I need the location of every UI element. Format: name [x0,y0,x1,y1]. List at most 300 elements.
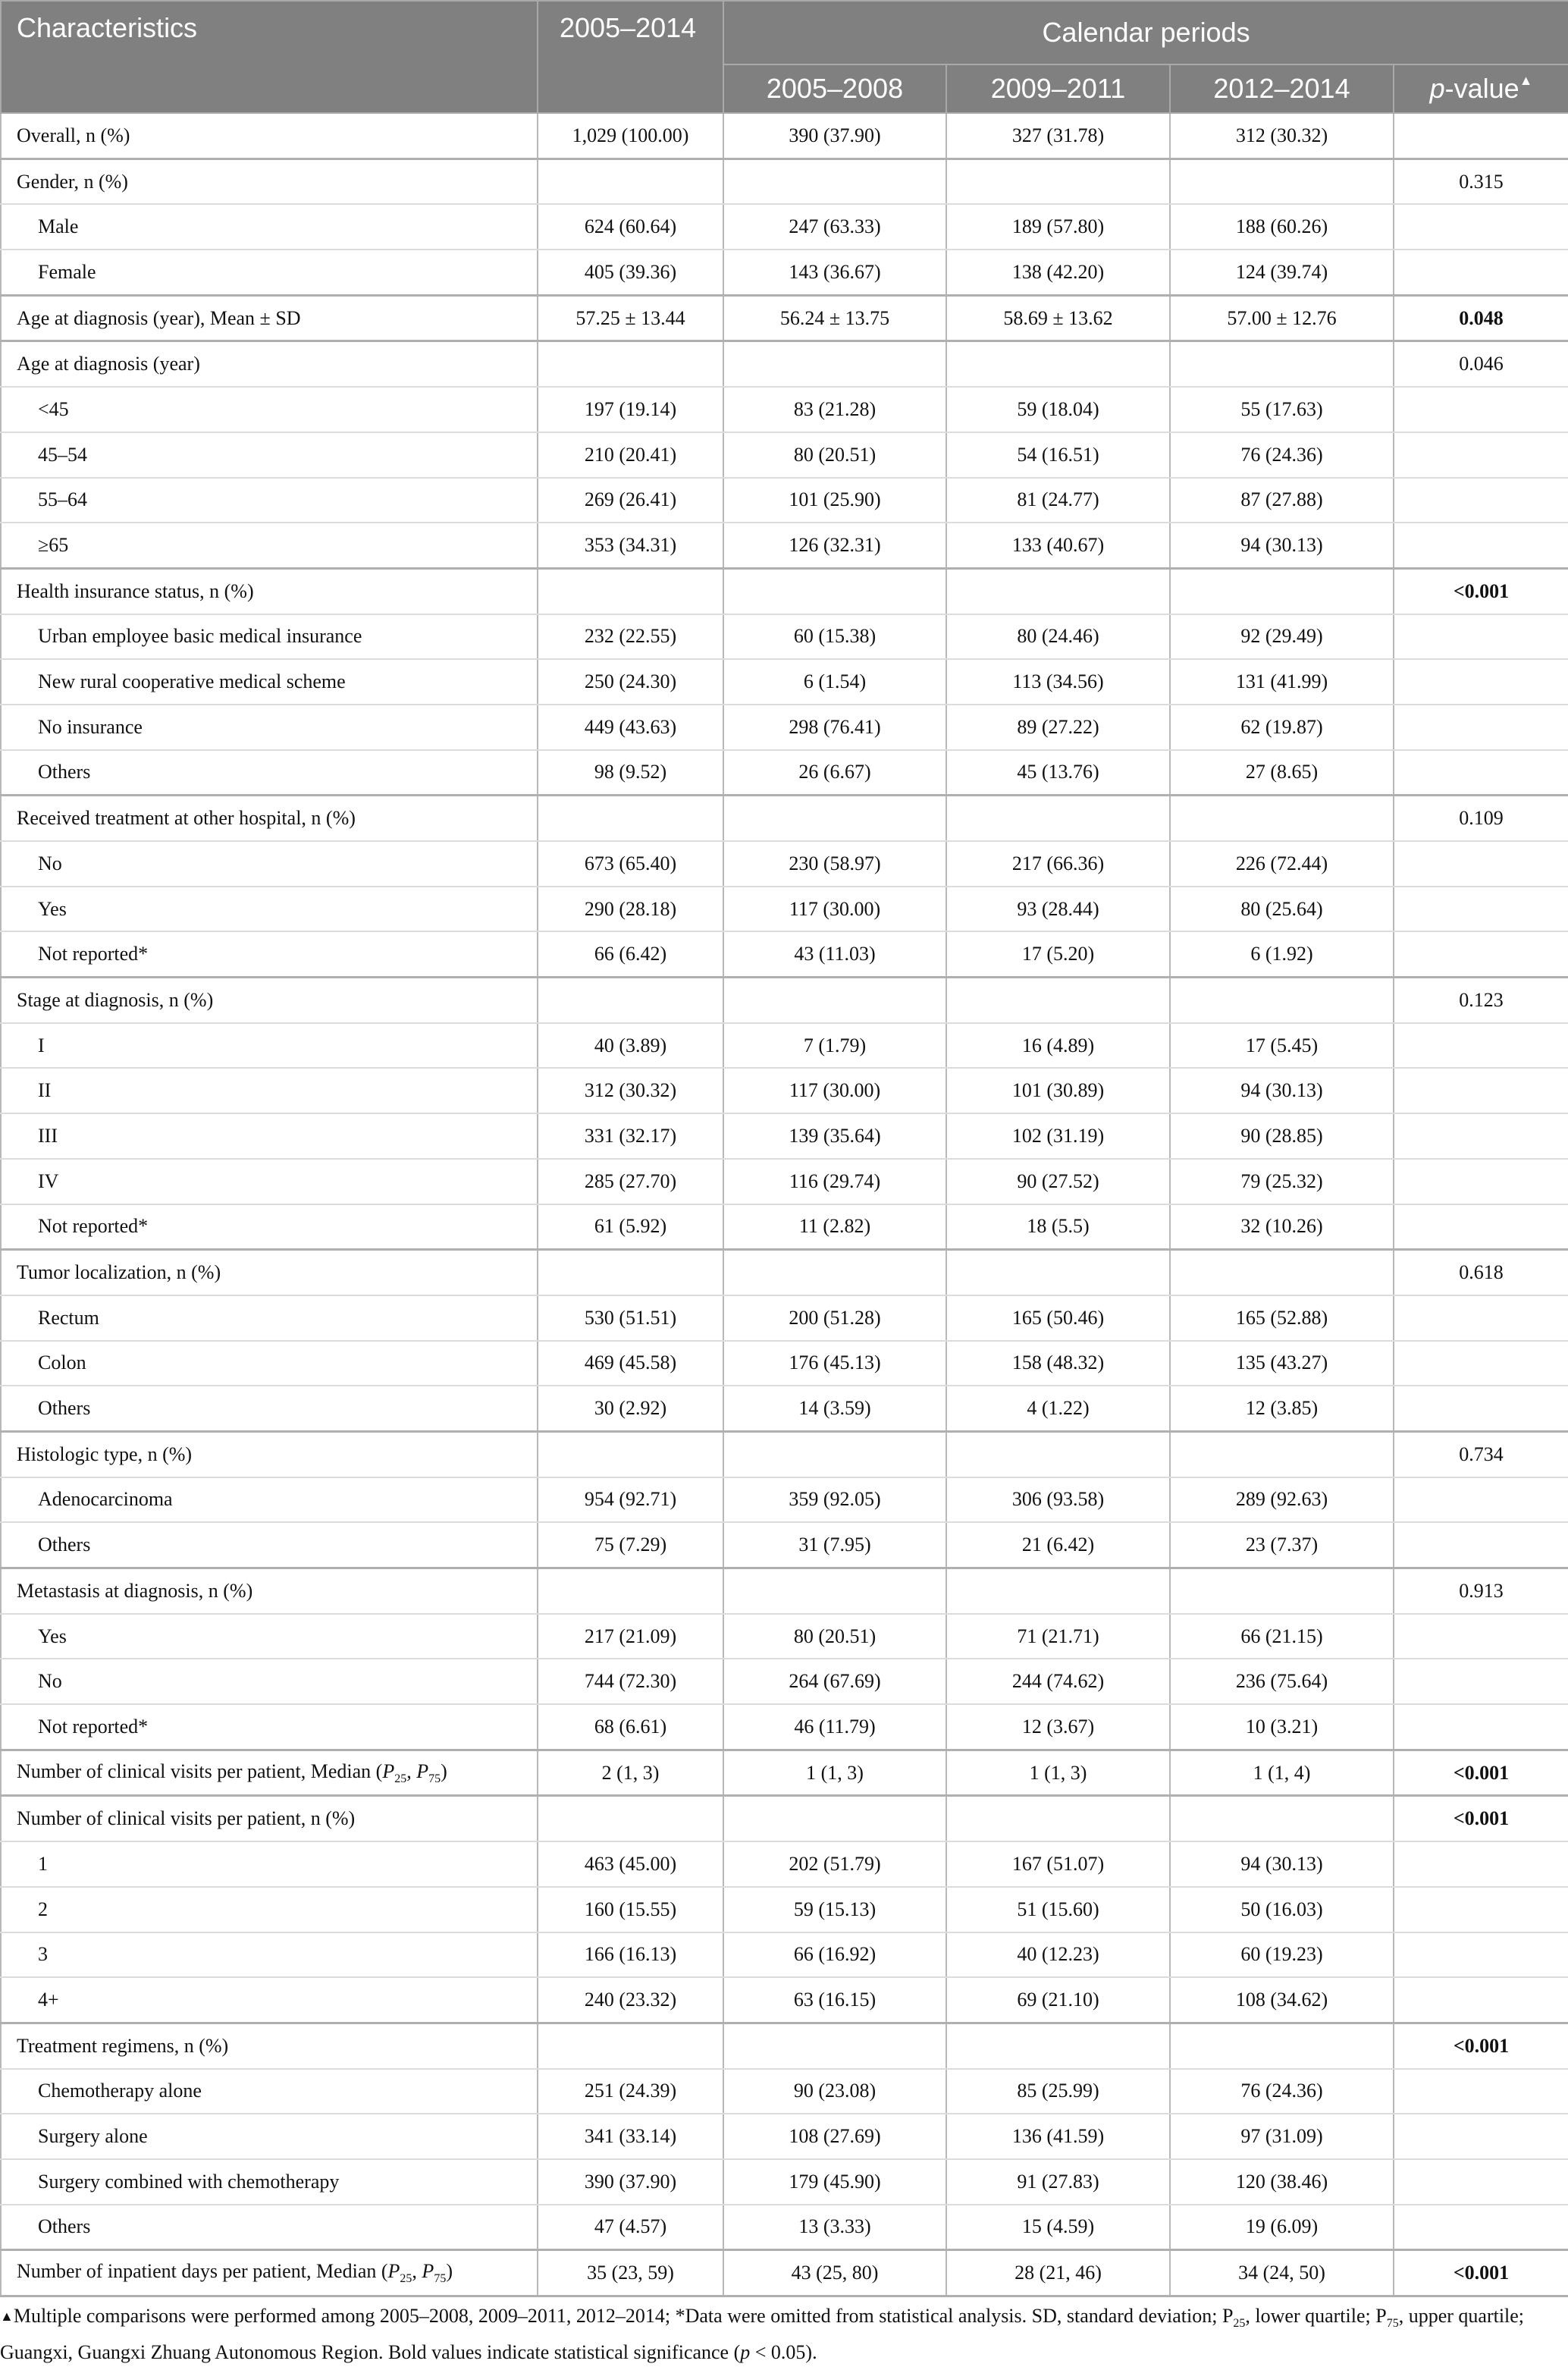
cell-period-2: 165 (50.46) [946,1295,1170,1341]
row-label-text: Tumor localization, n (%) [17,1261,221,1284]
cell-total: 341 (33.14) [538,2114,723,2159]
cell-period-2: 80 (24.46) [946,614,1170,660]
table-row [1,2023,1568,2068]
table-row [1,1023,1568,1069]
row-label-text: ≥65 [38,534,69,557]
cell-period-3 [1170,2023,1394,2068]
row-label [1,1750,538,1796]
table-row [1,1659,1568,1704]
cell-period-1: 59 (15.13) [723,1887,946,1932]
cell-total: 405 (39.36) [538,250,723,295]
cell-p-value [1394,2205,1568,2250]
cell-total: 290 (28.18) [538,887,723,932]
cell-period-1: 11 (2.82) [723,1204,946,1250]
row-label [1,2250,538,2296]
cell-period-2: 28 (21, 46) [946,2250,1170,2296]
row-label-text: 1 [38,1852,48,1875]
cell-total: 744 (72.30) [538,1659,723,1704]
cell-total: 210 (20.41) [538,432,723,478]
row-label [1,1568,538,1614]
cell-period-2: 306 (93.58) [946,1477,1170,1523]
cell-p-value [1394,204,1568,250]
footnote-text: , upper quartile; Guangxi, Guangxi Zhuang Autonomous Region. Bold values indicate statistical significance ( [0,2305,1525,2364]
cell-total: 61 (5.92) [538,1204,723,1250]
cell-total: 197 (19.14) [538,387,723,432]
row-label [1,841,538,887]
cell-period-3: 108 (34.62) [1170,1977,1394,2023]
cell-p-value: 0.109 [1394,796,1568,841]
cell-p-value [1394,705,1568,750]
row-label [1,1977,538,2023]
cell-period-2 [946,1431,1170,1477]
row-label [1,1477,538,1523]
cell-period-2: 101 (30.89) [946,1068,1170,1113]
table-row [1,1522,1568,1568]
cell-period-2 [946,1250,1170,1295]
row-label [1,523,538,568]
cell-period-1: 46 (11.79) [723,1704,946,1750]
cell-p-value [1394,1614,1568,1659]
cell-period-2 [946,1568,1170,1614]
cell-p-value: <0.001 [1394,2250,1568,2296]
table-row [1,2114,1568,2159]
cell-p-value: 0.123 [1394,978,1568,1023]
quartile-part: 75 [428,1772,441,1785]
row-label [1,568,538,614]
table-row [1,113,1568,159]
cell-period-3: 120 (38.46) [1170,2159,1394,2205]
cell-total: 353 (34.31) [538,523,723,568]
cell-period-1: 359 (92.05) [723,1477,946,1523]
row-label [1,2114,538,2159]
row-label-text: 55–64 [38,488,87,511]
row-label [1,2205,538,2250]
row-label-text: Health insurance status, n (%) [17,579,254,602]
cell-p-value [1394,1932,1568,1978]
cell-period-2: 51 (15.60) [946,1887,1170,1932]
table-row [1,1250,1568,1295]
row-label [1,931,538,977]
cell-period-1 [723,1431,946,1477]
cell-period-3: 87 (27.88) [1170,478,1394,523]
cell-period-1: 101 (25.90) [723,478,946,523]
cell-total: 217 (21.09) [538,1614,723,1659]
table-row [1,750,1568,796]
table-row [1,2159,1568,2205]
header-total-period: 2005–2014 [538,1,723,113]
cell-total: 312 (30.32) [538,1068,723,1113]
cell-period-1 [723,1796,946,1841]
row-label [1,432,538,478]
cell-period-2 [946,341,1170,387]
row-label-text: Treatment regimens, n (%) [17,2034,229,2057]
cell-period-1: 1 (1, 3) [723,1750,946,1796]
cell-total: 954 (92.71) [538,1477,723,1523]
cell-period-3: 90 (28.85) [1170,1113,1394,1159]
table-row [1,887,1568,932]
table-row [1,659,1568,705]
header-characteristics: Characteristics [1,1,538,113]
row-label-text: Yes [38,897,67,920]
cell-total: 240 (23.32) [538,1977,723,2023]
cell-total: 47 (4.57) [538,2205,723,2250]
cell-total: 469 (45.58) [538,1341,723,1386]
row-label [1,705,538,750]
cell-period-3: 66 (21.15) [1170,1614,1394,1659]
footnote-sub: 75 [1386,2317,1399,2331]
table-row [1,1068,1568,1113]
cell-p-value: 0.618 [1394,1250,1568,1295]
cell-total [538,1796,723,1841]
cell-total [538,1568,723,1614]
cell-total: 251 (24.39) [538,2069,723,2114]
table-row [1,1159,1568,1204]
cell-p-value: <0.001 [1394,568,1568,614]
row-label [1,1614,538,1659]
cell-period-2: 59 (18.04) [946,387,1170,432]
cell-total: 66 (6.42) [538,931,723,977]
row-label [1,1704,538,1750]
table-row [1,1568,1568,1614]
row-label [1,796,538,841]
cell-total [538,2023,723,2068]
cell-period-3: 131 (41.99) [1170,659,1394,705]
cell-p-value [1394,1887,1568,1932]
cell-period-3: 94 (30.13) [1170,523,1394,568]
cell-total: 30 (2.92) [538,1386,723,1431]
row-label-text: Others [38,1534,91,1556]
table-row [1,841,1568,887]
cell-period-2 [946,2023,1170,2068]
cell-period-3: 34 (24, 50) [1170,2250,1394,2296]
cell-p-value [1394,1113,1568,1159]
row-label-text: <45 [38,397,69,420]
row-label-text: 45–54 [38,443,87,466]
row-label-text: IV [38,1169,59,1192]
cell-period-3: 97 (31.09) [1170,2114,1394,2159]
row-label-text: I [38,1034,45,1056]
cell-total: 98 (9.52) [538,750,723,796]
footnote-p: p [740,2341,751,2364]
row-label [1,978,538,1023]
cell-period-3: 94 (30.13) [1170,1841,1394,1887]
cell-period-3: 19 (6.09) [1170,2205,1394,2250]
cell-period-1: 31 (7.95) [723,1522,946,1568]
table-row [1,978,1568,1023]
cell-p-value [1394,2159,1568,2205]
cell-total [538,978,723,1023]
table-row [1,568,1568,614]
cell-period-1: 108 (27.69) [723,2114,946,2159]
row-label [1,1796,538,1841]
row-label [1,387,538,432]
row-label [1,1250,538,1295]
cell-period-3 [1170,796,1394,841]
cell-total: 269 (26.41) [538,478,723,523]
table-row [1,1887,1568,1932]
cell-period-1: 202 (51.79) [723,1841,946,1887]
cell-period-3 [1170,1250,1394,1295]
cell-p-value [1394,1341,1568,1386]
row-label [1,887,538,932]
cell-total: 250 (24.30) [538,659,723,705]
table-row [1,705,1568,750]
row-label-text: Age at diagnosis (year), Mean ± SD [17,306,301,329]
table-row [1,1113,1568,1159]
cell-period-3 [1170,978,1394,1023]
row-label [1,1159,538,1204]
cell-period-2: 89 (27.22) [946,705,1170,750]
cell-total: 390 (37.90) [538,2159,723,2205]
row-label-text: Surgery alone [38,2125,148,2148]
cell-period-2: 69 (21.10) [946,1977,1170,2023]
cell-period-2 [946,796,1170,841]
cell-p-value [1394,887,1568,932]
cell-period-1: 13 (3.33) [723,2205,946,2250]
cell-period-2: 133 (40.67) [946,523,1170,568]
cell-period-2: 18 (5.5) [946,1204,1170,1250]
quartile-part: , [412,2260,422,2283]
row-label-text: No insurance [38,715,143,738]
table-row [1,478,1568,523]
row-label-text: Not reported* [38,943,149,965]
row-label-text: Not reported* [38,1715,149,1738]
cell-total: 2 (1, 3) [538,1750,723,1796]
cell-p-value [1394,1386,1568,1431]
cell-period-1: 80 (20.51) [723,432,946,478]
cell-period-3 [1170,568,1394,614]
row-label-text: Yes [38,1625,67,1647]
triangle-marker-icon: ▲ [0,2309,14,2324]
cell-period-1 [723,796,946,841]
row-label [1,1204,538,1250]
cell-p-value: 0.913 [1394,1568,1568,1614]
row-label [1,750,538,796]
cell-p-value: 0.734 [1394,1431,1568,1477]
cell-period-3: 62 (19.87) [1170,705,1394,750]
cell-period-2: 91 (27.83) [946,2159,1170,2205]
table-row [1,204,1568,250]
cell-period-1: 117 (30.00) [723,1068,946,1113]
cell-p-value [1394,250,1568,295]
row-label-text: Adenocarcinoma [38,1488,173,1511]
row-label-text: No [38,1670,62,1693]
row-label-text: Age at diagnosis (year) [17,353,200,375]
cell-period-2: 58.69 ± 13.62 [946,295,1170,341]
cell-p-value [1394,1522,1568,1568]
row-label-text: Histologic type, n (%) [17,1442,193,1465]
row-label [1,1023,538,1069]
cell-total: 331 (32.17) [538,1113,723,1159]
cell-total [538,1431,723,1477]
cell-p-value [1394,1068,1568,1113]
cell-period-2: 90 (27.52) [946,1159,1170,1204]
cell-period-3: 17 (5.45) [1170,1023,1394,1069]
cell-period-2: 138 (42.20) [946,250,1170,295]
cell-period-1: 117 (30.00) [723,887,946,932]
p-italic: p [1429,73,1445,104]
cell-period-1 [723,978,946,1023]
cell-period-1: 90 (23.08) [723,2069,946,2114]
cell-period-1: 139 (35.64) [723,1113,946,1159]
row-label [1,614,538,660]
cell-p-value: <0.001 [1394,1750,1568,1796]
quartile-part: P [416,1760,429,1782]
cell-period-2: 12 (3.67) [946,1704,1170,1750]
footnote-text: < 0.05). [750,2341,817,2364]
cell-period-3: 32 (10.26) [1170,1204,1394,1250]
row-label-text: Gender, n (%) [17,170,128,193]
cell-p-value [1394,387,1568,432]
row-label-text: Stage at diagnosis, n (%) [17,988,214,1011]
cell-period-2: 158 (48.32) [946,1341,1170,1386]
table-row [1,1295,1568,1341]
row-label [1,1522,538,1568]
footnote-text: , lower quartile; P [1245,2305,1387,2327]
cell-period-3 [1170,159,1394,204]
cell-p-value [1394,1295,1568,1341]
row-label [1,1386,538,1431]
row-label-text: Others [38,761,91,783]
row-label [1,1841,538,1887]
row-label-text: Surgery combined with chemotherapy [38,2170,340,2193]
row-label [1,113,538,159]
cell-period-3: 79 (25.32) [1170,1159,1394,1204]
cell-period-1: 6 (1.54) [723,659,946,705]
cell-period-2: 71 (21.71) [946,1614,1170,1659]
cell-p-value: <0.001 [1394,2023,1568,2068]
table-row [1,250,1568,295]
cell-total: 232 (22.55) [538,614,723,660]
cell-p-value [1394,841,1568,887]
cell-period-3: 94 (30.13) [1170,1068,1394,1113]
cell-p-value [1394,659,1568,705]
row-label-text: Metastasis at diagnosis, n (%) [17,1579,253,1602]
cell-p-value [1394,931,1568,977]
row-label [1,1341,538,1386]
cell-period-2: 1 (1, 3) [946,1750,1170,1796]
quartile-part: P [387,2260,400,2283]
cell-period-3: 165 (52.88) [1170,1295,1394,1341]
cell-period-2: 136 (41.59) [946,2114,1170,2159]
cell-period-2: 16 (4.89) [946,1023,1170,1069]
cell-period-2: 4 (1.22) [946,1386,1170,1431]
cell-p-value [1394,1659,1568,1704]
cell-period-1: 247 (63.33) [723,204,946,250]
cell-period-1: 14 (3.59) [723,1386,946,1431]
row-label [1,2159,538,2205]
cell-p-value [1394,1159,1568,1204]
quartile-part: ) [441,1760,447,1782]
cell-total: 35 (23, 59) [538,2250,723,2296]
cell-period-3: 80 (25.64) [1170,887,1394,932]
cell-p-value [1394,523,1568,568]
table-row [1,387,1568,432]
cell-period-1: 83 (21.28) [723,387,946,432]
cell-period-1: 56.24 ± 13.75 [723,295,946,341]
cell-period-3: 10 (3.21) [1170,1704,1394,1750]
cell-period-2: 93 (28.44) [946,887,1170,932]
cell-period-1: 43 (11.03) [723,931,946,977]
table-row [1,1977,1568,2023]
cell-period-2: 40 (12.23) [946,1932,1170,1978]
row-label-text: Female [38,260,96,283]
cell-period-3: 57.00 ± 12.76 [1170,295,1394,341]
header-period-1: 2005–2008 [723,64,946,113]
cell-p-value [1394,1841,1568,1887]
row-label [1,1659,538,1704]
cell-period-1: 63 (16.15) [723,1977,946,2023]
cell-period-1: 26 (6.67) [723,750,946,796]
cell-period-3: 1 (1, 4) [1170,1750,1394,1796]
cell-period-3: 12 (3.85) [1170,1386,1394,1431]
row-label [1,341,538,387]
cell-period-1: 60 (15.38) [723,614,946,660]
cell-total: 624 (60.64) [538,204,723,250]
cell-period-1: 66 (16.92) [723,1932,946,1978]
table-row [1,1841,1568,1887]
cell-period-3: 92 (29.49) [1170,614,1394,660]
cell-period-3: 50 (16.03) [1170,1887,1394,1932]
cell-p-value [1394,1704,1568,1750]
header-p-value [1394,64,1568,113]
row-label [1,1113,538,1159]
table-row [1,432,1568,478]
row-label-text: Number of inpatient days per patient, Median ( [17,2260,388,2283]
cell-p-value: <0.001 [1394,1796,1568,1841]
cell-p-value [1394,113,1568,159]
cell-p-value [1394,750,1568,796]
cell-period-3 [1170,341,1394,387]
table-row [1,2069,1568,2114]
footnote-text: Multiple comparisons were performed among 2005–2008, 2009–2011, 2012–2014; *Data were omitted from statistical analysis. SD, standard deviation; P [13,2305,1234,2327]
cell-total: 166 (16.13) [538,1932,723,1978]
table-row [1,1932,1568,1978]
cell-period-2: 102 (31.19) [946,1113,1170,1159]
quartile-part: 25 [394,1772,407,1785]
row-label [1,2023,538,2068]
cell-period-3: 124 (39.74) [1170,250,1394,295]
cell-period-2: 45 (13.76) [946,750,1170,796]
cell-p-value: 0.046 [1394,341,1568,387]
table-row [1,1750,1568,1796]
row-label-text: III [38,1124,58,1147]
cell-period-1 [723,1568,946,1614]
row-label [1,295,538,341]
cell-period-3 [1170,1796,1394,1841]
p-value-label: -value [1444,73,1519,104]
cell-period-1 [723,159,946,204]
cell-period-2: 81 (24.77) [946,478,1170,523]
cell-period-3: 55 (17.63) [1170,387,1394,432]
cell-period-2: 85 (25.99) [946,2069,1170,2114]
cell-p-value: 0.315 [1394,159,1568,204]
cell-period-1: 264 (67.69) [723,1659,946,1704]
cell-p-value [1394,614,1568,660]
row-label [1,1068,538,1113]
cell-total: 673 (65.40) [538,841,723,887]
table-row [1,1796,1568,1841]
cell-period-2 [946,568,1170,614]
row-label [1,659,538,705]
table-row [1,523,1568,568]
table-row [1,1704,1568,1750]
quartile-part: , [406,1760,417,1782]
cell-period-1 [723,568,946,614]
cell-period-2: 15 (4.59) [946,2205,1170,2250]
cell-period-2: 217 (66.36) [946,841,1170,887]
cell-p-value [1394,1023,1568,1069]
